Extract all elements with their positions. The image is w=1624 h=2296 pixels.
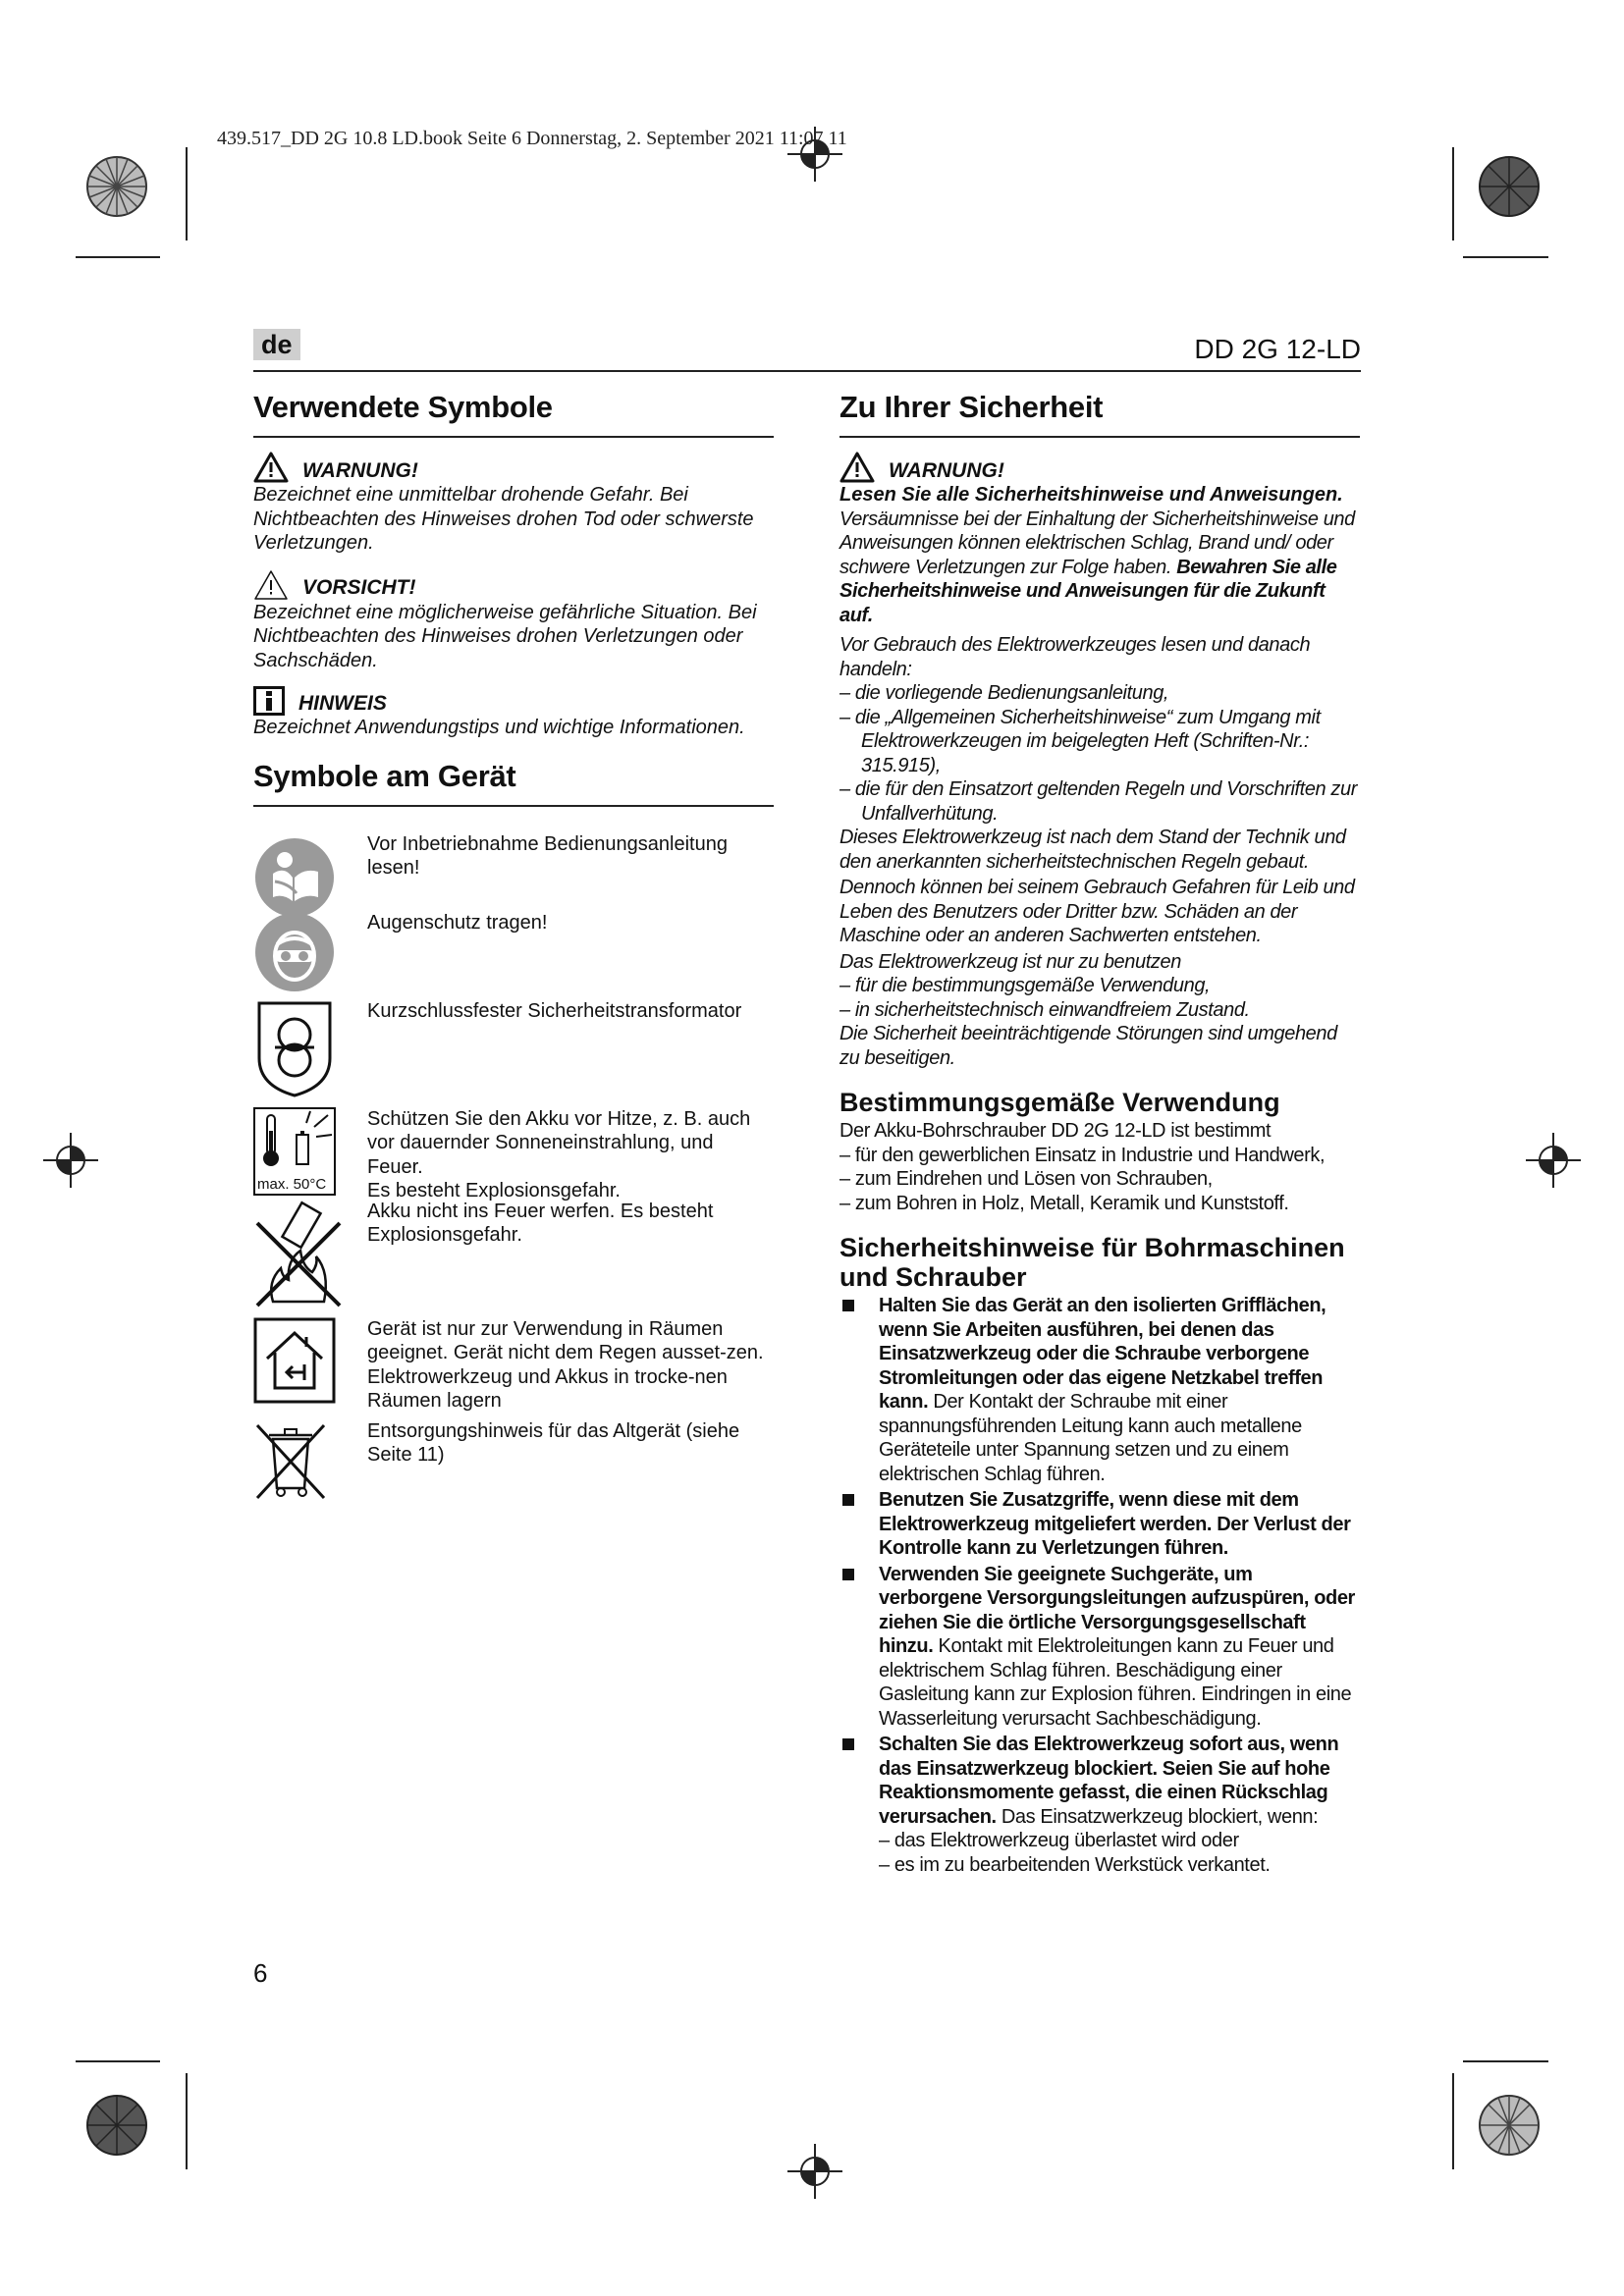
safety-warning-keep: Bewahren Sie alle Sicherheitshinweise und Anweisungen für die Zukunft auf. [839,556,1337,626]
device-symbol-text: Augenschutz tragen! [367,911,548,934]
list-item: – zum Bohren in Holz, Metall, Keramik und Kunststoff. [839,1192,1289,1214]
list-item: – für den gewerblichen Einsatz in Industrie und Handwerk, [839,1144,1326,1166]
device-symbol-row [253,1107,774,1200]
registration-wheel-icon [82,152,151,221]
list-item-bold: Benutzen Sie Zusatzgriffe, wenn diese mit dem Elektrowerkzeug mitgeliefert werden. Der Verlust der Kontrolle kann zu Verletzungen führen. [879,1489,1351,1559]
disposal-icon [253,1419,328,1502]
dangers-text: Dennoch können bei seinem Gebrauch Gefahren für Leib und Leben des Benutzers oder Dritter bzw. Schäden an der Maschine oder an anderen Sachwerten entstehen. [839,877,1355,946]
device-symbol-row [253,1200,774,1317]
heat-icon-label: max. 50°C [257,1175,327,1193]
caution-triangle-icon [253,569,289,601]
list-item-text: Kontakt mit Elektroleitungen kann zu Feuer und elektrischem Schlag führen. Beschädigung einer Gasleitung kann zur Explosion führen. Eindringen in eine Wasserleitung verursacht Sachbeschädigung. [879,1635,1352,1730]
registration-wheel-icon [82,2091,151,2160]
header-divider [253,370,1361,372]
device-symbol-text: Es besteht Explosionsgefahr. [367,1180,621,1201]
warning-title: WARNUNG! [302,458,418,482]
only-use-list [839,974,1360,1022]
device-symbol-row [253,1317,774,1419]
manual-icon [253,836,336,919]
list-item: – die für den Einsatzort geltenden Regeln und Vorschriften zur Unfallverhütung. [839,778,1358,825]
language-tag: de [253,329,300,360]
before-use-list [839,681,1360,826]
device-symbol-text: Schützen Sie den Akku vor Hitze, z. B. auch vor dauernder Sonneneinstrahlung, und Feuer. [367,1107,751,1178]
warning-notice [253,452,774,556]
drill-safety-list [839,1294,1360,1877]
left-column [253,391,774,1498]
list-item: – die vorliegende Bedienungsanleitung, [839,682,1169,704]
device-symbol-row [253,911,774,999]
bullet-square-icon [842,1569,854,1580]
list-item-text: Das Einsatzwerkzeug blockiert, wenn: [996,1805,1319,1828]
warning-triangle-icon [839,452,875,483]
no-fire-icon [253,1200,344,1308]
registration-wheel-icon [1475,2091,1543,2160]
note-title: HINWEIS [298,691,387,715]
registration-wheel-icon [1475,152,1543,221]
registration-crosshair-icon [41,1131,100,1190]
safety-heading: Zu Ihrer Sicherheit [839,391,1360,438]
only-use-text: Das Elektrowerkzeug ist nur zu benutzen [839,950,1181,973]
bullet-square-icon [842,1494,854,1506]
device-symbol-text: Entsorgungshinweis für das Altgerät (siehe Seite 11) [367,1419,740,1466]
print-header: 439.517_DD 2G 10.8 LD.book Seite 6 Donnerstag, 2. September 2021 11:07 11 [217,128,847,149]
model-name: DD 2G 12-LD [1194,334,1361,364]
list-item-bold: Schalten Sie das Elektrowerkzeug sofort aus, wenn das Einsatzwerkzeug blockiert. Seien Sie auf hohe Reaktionsmomente gefasst, die einen Rückschlag verursachen. [879,1734,1339,1828]
right-column [839,391,1360,1879]
symbols-heading: Verwendete Symbole [253,391,774,438]
info-icon [253,686,285,716]
intended-use-list [839,1144,1360,1216]
device-symbol-text: Kurzschlussfester Sicherheitstransformator [367,999,742,1022]
intended-use-heading: Bestimmungsgemäße Verwendung [839,1088,1280,1117]
device-symbols-list [253,832,774,1498]
list-item-bold: Halten Sie das Gerät an den isolierten Grifflächen, wenn Sie Arbeiten ausführen, bei denen das Einsatzwerkzeug oder die Schraube verborgene Stromleitungen oder das eigene Netzkabel treffen kann. [879,1295,1326,1413]
registration-crosshair-icon [785,2142,844,2201]
list-item: – die „Allgemeinen Sicherheitshinweise“ zum Umgang mit Elektrowerkzeugen im beigelegten Heft (Schriften-Nr.: 315.915), [839,706,1321,776]
safety-warning-title: WARNUNG! [889,458,1004,482]
warning-text: Bezeichnet eine unmittelbar drohende Gefahr. Bei Nichtbeachten des Hinweises drohen Tod oder schwerste Verletzungen. [253,484,754,554]
registration-crosshair-icon [1524,1131,1583,1190]
list-item [839,1488,1360,1561]
list-item: – in sicherheitstechnisch einwandfreiem Zustand. [839,998,1250,1021]
note-text: Bezeichnet Anwendungstips und wichtige Informationen. [253,717,745,738]
safety-warning [839,452,1360,627]
list-item [839,1294,1360,1486]
drill-safety-heading: Sicherheitshinweise für Bohrmaschinen und Schrauber [839,1233,1345,1292]
caution-notice [253,569,774,673]
bullet-square-icon [842,1300,854,1311]
device-symbol-row [253,1419,774,1498]
list-item-text: Der Kontakt der Schraube mit einer spannungsführenden Leitung kann auch metallene Geräteteile unter Spannung setzen und zu einem elektrischen Schlag führen. [879,1391,1302,1485]
device-symbol-row [253,832,774,911]
block-condition: – es im zu bearbeitenden Werkstück verkantet. [879,1853,1271,1876]
list-item [839,1563,1360,1732]
warning-triangle-icon [253,452,289,483]
note-notice [253,686,774,740]
before-use-text: Vor Gebrauch des Elektrowerkzeuges lesen und danach handeln: [839,634,1311,680]
safety-warning-text: Versäumnisse bei der Einhaltung der Sicherheitshinweise und Anweisungen können elektrischen Schlag, Brand und/ oder schwere Verletzungen zur Folge haben. [839,507,1355,578]
list-item-bold: Verwenden Sie geeignete Suchgeräte, um verborgene Versorgungsleitungen aufzuspüren, oder ziehen Sie die örtliche Versorgungsgesellschaft hinzu. [879,1563,1355,1657]
block-condition: – das Elektrowerkzeug überlastet wird oder [879,1830,1239,1851]
transformer-icon [253,999,336,1097]
list-item [839,1733,1360,1877]
intended-use-lead: Der Akku-Bohrschrauber DD 2G 12-LD ist bestimmt [839,1120,1272,1142]
state-of-art-text: Dieses Elektrowerkzeug ist nach dem Stand der Technik und den anerkannten sicherheitstechnischen Regeln gebaut. [839,827,1346,873]
caution-title: VORSICHT! [302,576,416,599]
bullet-square-icon [842,1738,854,1750]
device-symbol-text: Akku nicht ins Feuer werfen. Es besteht Explosionsgefahr. [367,1200,714,1246]
caution-text: Bezeichnet eine möglicherweise gefährliche Situation. Bei Nichtbeachten des Hinweises drohen Verletzungen oder Sachschäden. [253,601,757,671]
safety-warning-lead: Lesen Sie alle Sicherheitshinweise und Anweisungen. [839,484,1343,506]
heat-icon [253,1107,336,1196]
device-symbols-heading: Symbole am Gerät [253,760,774,807]
list-item: – für die bestimmungsgemäße Verwendung, [839,975,1211,996]
indoor-use-icon [253,1317,336,1404]
device-symbol-text: Gerät ist nur zur Verwendung in Räumen geeignet. Gerät nicht dem Regen ausset-zen. Elektrowerkzeug und Akkus in trocke-nen Räumen lagern [367,1317,764,1412]
device-symbol-row [253,999,774,1107]
page-number: 6 [253,1958,268,1988]
device-symbol-text: Vor Inbetriebnahme Bedienungsanleitung lesen! [367,832,728,879]
faults-text: Die Sicherheit beeinträchtigende Störungen sind umgehend zu beseitigen. [839,1023,1337,1069]
list-item: – zum Eindrehen und Lösen von Schrauben, [839,1168,1213,1190]
eye-protection-icon [253,911,336,993]
